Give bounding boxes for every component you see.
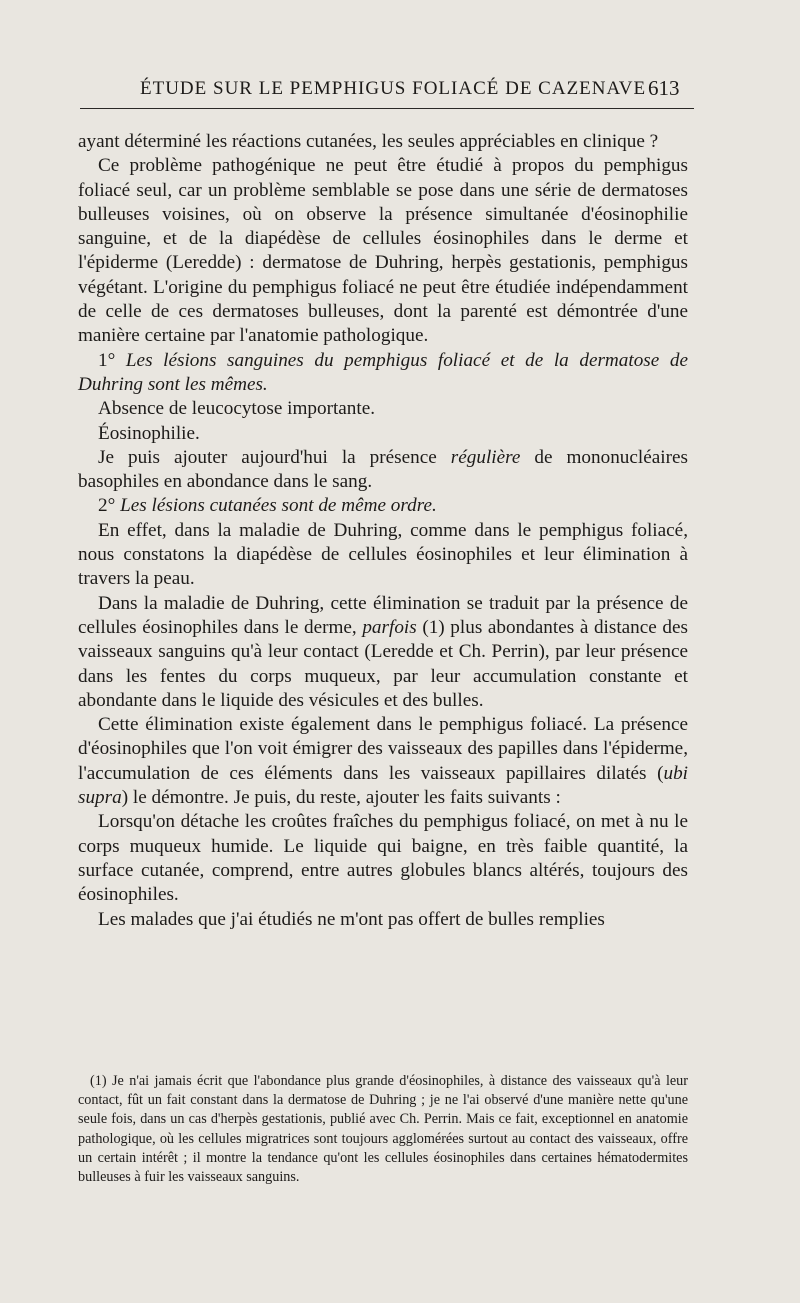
main-text bbox=[78, 130, 688, 932]
section-heading-1: 1° Les lésions sanguines du pemphigus foliacé et de la dermatose de Duhring sont les mêmes. bbox=[78, 349, 688, 395]
paragraph: Ce problème pathogénique ne peut être étudié à propos du pemphigus foliacé seul, car un problème semblable se pose dans une série de dermatoses bulleuses voisines, où on observe la présence simultanée d'éosinophilie sanguine, et de la diapédèse de cellules éosinophiles dans le derme et l'épiderme (Leredde) : dermatose de Duhring, herpès gestationis, pemphigus végétant. L'origine du pemphigus foliacé ne peut être étudiée indépendamment de celle de ces dermatoses bulleuses, dont la parenté est démontrée d'une manière certaine par l'anatomie pathologique. bbox=[78, 155, 688, 347]
paragraph: ayant déterminé les réactions cutanées, les seules appréciables en clinique ? bbox=[78, 131, 659, 152]
paragraph: Les malades que j'ai étudiés ne m'ont pas offert de bulles remplies bbox=[98, 908, 605, 930]
paragraph: En effet, dans la maladie de Duhring, comme dans le pemphigus foliacé, nous constatons la diapédèse de cellules éosinophiles et leur élimination à travers la peau. bbox=[78, 519, 688, 590]
page-number: 613 bbox=[648, 76, 680, 100]
header-rule bbox=[80, 108, 694, 109]
section-heading-2: 2° Les lésions cutanées sont de même ordre. bbox=[98, 495, 437, 517]
paragraph: Dans la maladie de Duhring, cette élimination se traduit par la présence de cellules éosinophiles dans le derme, parfois (1) plus abondantes à distance des vaisseaux sanguins qu'à leur contact (Leredde et Ch. Perrin), par leur présence dans les fentes du corps muqueux, par leur accumulation constante et abondante dans le liquide des vésicules et des bulles. bbox=[78, 592, 688, 711]
running-header bbox=[0, 74, 800, 104]
paragraph: Lorsqu'on détache les croûtes fraîches du pemphigus foliacé, on met à nu le corps muqueux humide. Le liquide qui baigne, en très faible quantité, la surface cutanée, comprend, entre autres globules blancs altérés, toujours des éosinophiles. bbox=[78, 811, 688, 906]
footnote: (1) Je n'ai jamais écrit que l'abondance plus grande d'éosinophiles, à distance des vaisseaux qu'à leur contact, fût un fait constant dans la dermatose de Duhring ; je ne l'ai observé d'une manière nette qu'une seule fois, dans un cas d'herpès gestationis, publié avec Ch. Perrin. Mais ce fait, exceptionnel en anatomie pathologique, où les cellules migratrices sont toujours agglomérées surtout au contact des vaisseaux, offre un certain intérêt ; il montre la tendance qu'ont les cellules éosinophiles dans certaines hématodermites bulleuses à fuir les vaisseaux sanguins. bbox=[78, 1073, 688, 1186]
paragraph: Je puis ajouter aujourd'hui la présence régulière de mononucléaires basophiles en abondance dans le sang. bbox=[78, 446, 688, 493]
paragraph: Éosinophilie. bbox=[98, 422, 200, 444]
paragraph: Absence de leucocytose importante. bbox=[98, 398, 376, 420]
paragraph: Cette élimination existe également dans le pemphigus foliacé. La présence d'éosinophiles que l'on voit émigrer des vaisseaux des papilles dans l'épiderme, l'accumulation de ces éléments dans les vaisseaux papillaires dilatés (ubi supra) le démontre. Je puis, du reste, ajouter les faits suivants : bbox=[78, 714, 688, 809]
running-title: ÉTUDE SUR LE PEMPHIGUS FOLIACÉ DE CAZENAVE bbox=[140, 78, 647, 99]
